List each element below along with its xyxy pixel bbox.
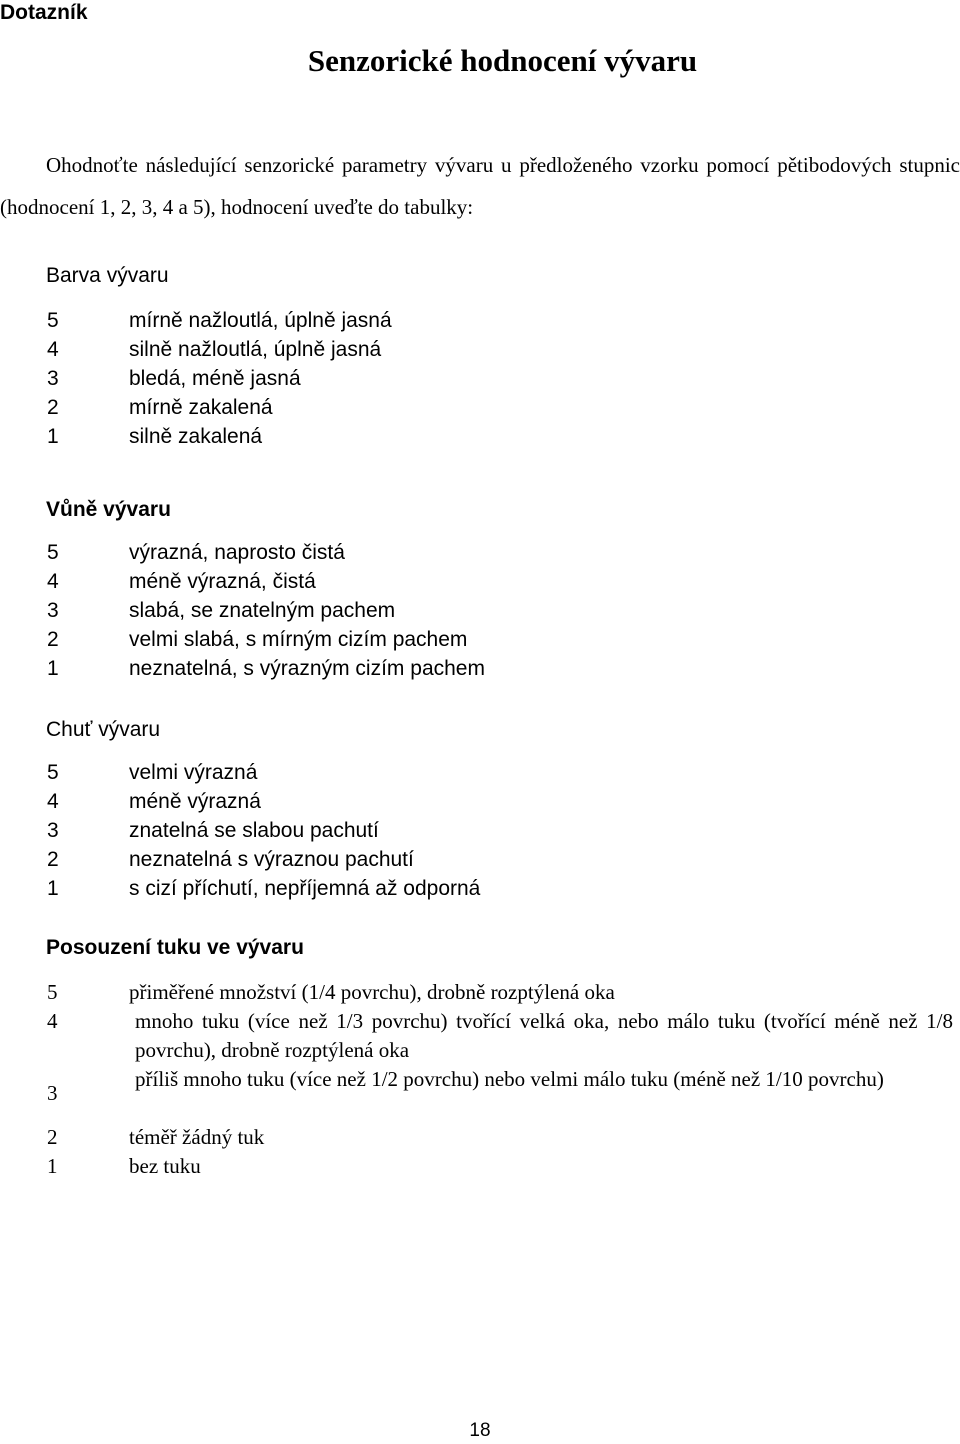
list-item xyxy=(0,335,960,364)
score-description: slabá, se znatelným pachem xyxy=(129,599,396,622)
score: 1 xyxy=(47,425,59,448)
score: 2 xyxy=(47,396,59,419)
score-description: mírně nažloutlá, úplně jasná xyxy=(129,309,392,332)
score-description: bez tuku xyxy=(129,1154,201,1178)
score: 4 xyxy=(47,570,59,593)
score-description: velmi výrazná xyxy=(129,761,258,784)
page-title: Senzorické hodnocení vývaru xyxy=(307,43,698,78)
list-item xyxy=(0,758,960,787)
page-number: 18 xyxy=(469,1420,491,1441)
list-item xyxy=(0,787,960,816)
score-description: silně nažloutlá, úplně jasná xyxy=(129,338,382,361)
list-item xyxy=(0,364,960,393)
list-item xyxy=(0,538,960,567)
list-item xyxy=(0,625,960,654)
list-item xyxy=(0,845,960,874)
score-description: bledá, méně jasná xyxy=(129,367,301,390)
intro-paragraph: Ohodnoťte následující senzorické parametry vývaru u předloženého vzorku pomocí pětibodových stupnic (hodnocení 1, 2, 3, 4 a 5), hodnocení uveďte do tabulky: xyxy=(0,153,960,219)
score-description: méně výrazná xyxy=(129,790,261,813)
score: 1 xyxy=(47,1154,58,1178)
score-description: neznatelná s výraznou pachutí xyxy=(129,848,414,871)
score-description: neznatelná, s výrazným cizím pachem xyxy=(129,657,485,680)
score: 4 xyxy=(47,1009,58,1033)
score-description: mnoho tuku (více než 1/3 povrchu) tvořící velká oka, nebo málo tuku (tvořící méně než 1/8 povrchu), drobně rozptýlená oka xyxy=(135,1009,953,1062)
list-item xyxy=(0,1152,960,1181)
score-description: méně výrazná, čistá xyxy=(129,570,316,593)
score: 2 xyxy=(47,1125,58,1149)
list-item xyxy=(0,1123,960,1152)
section-heading: Posouzení tuku ve vývaru xyxy=(46,936,304,959)
score: 5 xyxy=(47,309,59,332)
score-description: přiměřené množství (1/4 povrchu), drobně rozptýlená oka xyxy=(129,980,615,1004)
section-heading: Barva vývaru xyxy=(46,264,169,287)
score: 5 xyxy=(47,761,59,784)
list-item xyxy=(0,978,960,1007)
list-item xyxy=(0,567,960,596)
score-description: velmi slabá, s mírným cizím pachem xyxy=(129,628,468,651)
score-description: s cizí příchutí, nepříjemná až odporná xyxy=(129,877,481,900)
list-item xyxy=(0,596,960,625)
list-item xyxy=(0,1007,960,1065)
score: 1 xyxy=(47,657,59,680)
list-item xyxy=(0,306,960,335)
score: 3 xyxy=(47,819,59,842)
score-description: mírně zakalená xyxy=(129,396,273,419)
score: 1 xyxy=(47,877,59,900)
score: 2 xyxy=(47,848,59,871)
list-item xyxy=(0,1065,960,1123)
section-heading: Chuť vývaru xyxy=(46,718,161,741)
score-description: výrazná, naprosto čistá xyxy=(129,541,345,564)
score: 3 xyxy=(47,599,59,622)
score: 2 xyxy=(47,628,59,651)
list-item xyxy=(0,816,960,845)
list-item xyxy=(0,654,960,683)
score-description: příliš mnoho tuku (více než 1/2 povrchu) nebo velmi málo tuku (méně než 1/10 povrchu) xyxy=(135,1067,884,1091)
score: 5 xyxy=(47,980,58,1004)
score-description: znatelná se slabou pachutí xyxy=(129,819,379,842)
list-item xyxy=(0,422,960,451)
score: 5 xyxy=(47,541,59,564)
score: 4 xyxy=(47,790,59,813)
score: 3 xyxy=(47,367,59,390)
score: 4 xyxy=(47,338,59,361)
section-heading: Vůně vývaru xyxy=(46,498,171,521)
score: 3 xyxy=(47,1081,58,1105)
score-description: téměř žádný tuk xyxy=(129,1125,265,1149)
document-label: Dotazník xyxy=(0,1,88,24)
score-description: silně zakalená xyxy=(129,425,263,448)
list-item xyxy=(0,874,960,903)
list-item xyxy=(0,393,960,422)
